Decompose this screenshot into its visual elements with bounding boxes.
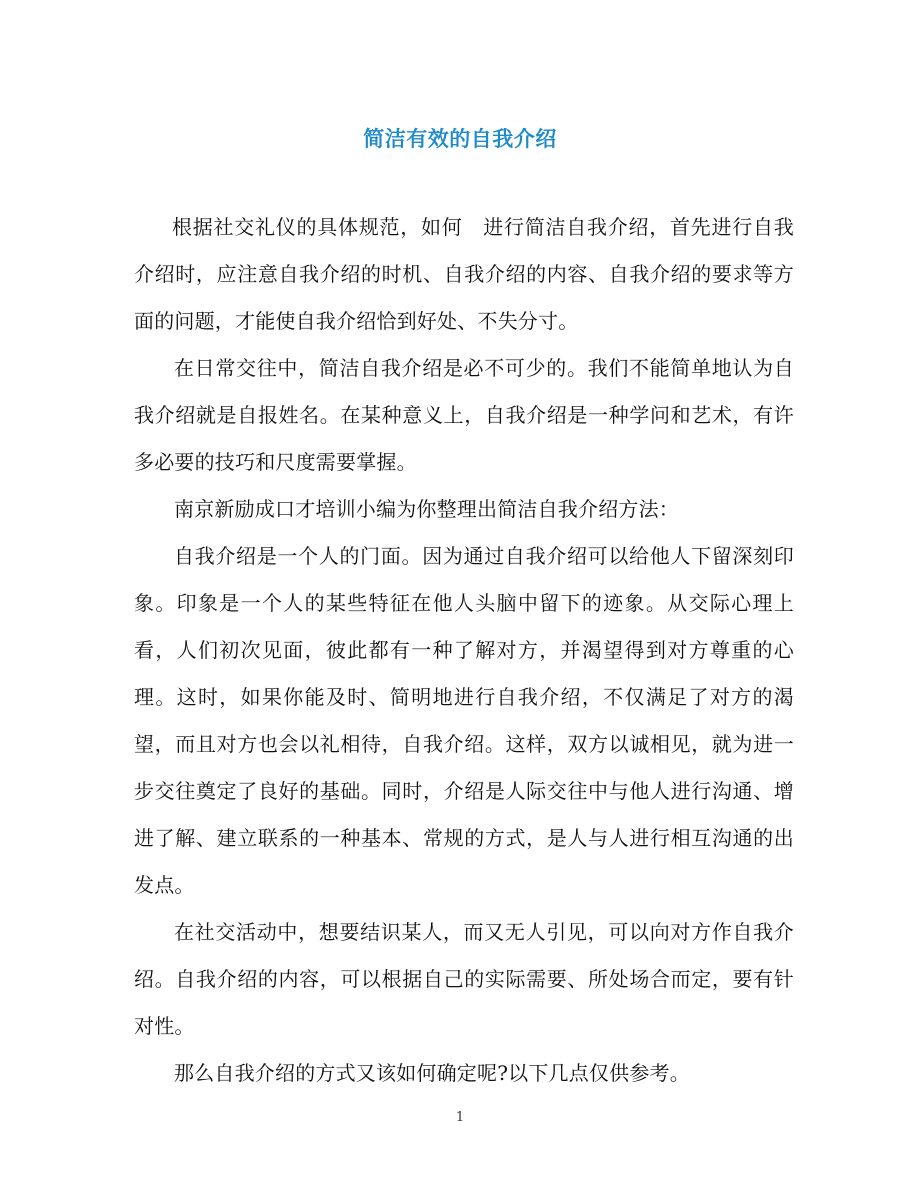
paragraph: 自我介绍是一个人的门面。因为通过自我介绍可以给他人下留深刻印象。印象是一个人的某些特征在他人头脑中留下的迹象。从交际心理上看，人们初次见面，彼此都有一种了解对方，并渴望得到对方尊重的心理。这时，如果你能及时、简明地进行自我介绍，不仅满足了对方的渴望，而且对方也会以礼相待，自我介绍。这样，双方以诚相见，就为进一步交往奠定了良好的基础。同时，介绍是人际交往中与他人进行沟通、增进了解、建立联系的一种基本、常规的方式，是人与人进行相互沟通的出发点。 [134, 544, 794, 897]
page-number: 1 [455, 1110, 465, 1125]
paragraph: 在社交活动中，想要结识某人，而又无人引见，可以向对方作自我介绍。自我介绍的内容，可以根据自己的实际需要、所处场合而定，要有针对性。 [134, 920, 794, 1038]
paragraph: 在日常交往中，简洁自我介绍是必不可少的。我们不能简单地认为自我介绍就是自报姓名。在某种意义上，自我介绍是一种学问和艺术，有许多必要的技巧和尺度需要掌握。 [134, 356, 794, 474]
paragraph: 南京新励成口才培训小编为你整理出简洁自我介绍方法： [174, 497, 679, 521]
document-title: 简洁有效的自我介绍 [363, 126, 557, 151]
document-body [134, 204, 794, 1097]
paragraph: 那么自我介绍的方式又该如何确定呢?以下几点仅供参考。 [174, 1061, 690, 1085]
paragraph: 根据社交礼仪的具体规范，如何 进行简洁自我介绍，首先进行自我介绍时，应注意自我介绍的时机、自我介绍的内容、自我介绍的要求等方面的问题，才能使自我介绍恰到好处、不失分寸。 [134, 215, 794, 333]
